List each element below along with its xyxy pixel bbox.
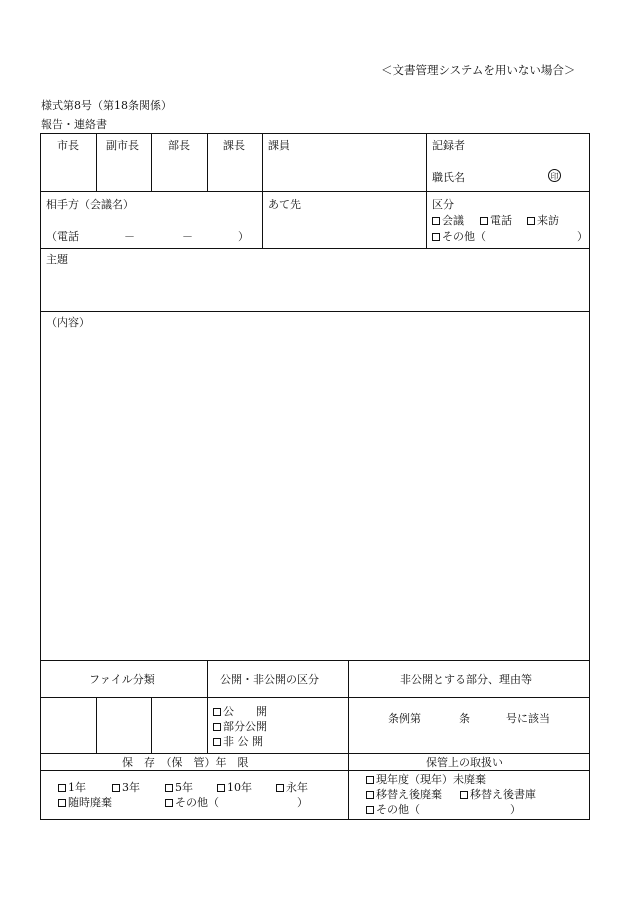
file-classification-label: ファイル分類 [89,673,155,686]
col-divider [207,133,208,191]
checkbox-icon [366,791,374,799]
disclosure-partial-checkbox[interactable]: 部分公開 [213,721,267,732]
retention-permanent-checkbox[interactable]: 永年 [276,782,308,793]
checkbox-icon [217,784,225,792]
retention-10yr-checkbox[interactable]: 10年 [217,782,252,793]
col-divider [207,660,208,753]
retention-5yr-checkbox[interactable]: 5年 [165,782,193,793]
checkbox-icon [213,738,221,746]
content-label: （内容） [46,316,90,329]
checkbox-icon [165,799,173,807]
deputy-mayor-label: 副市長 [106,139,139,152]
recipient-label: あて先 [268,198,301,211]
checkbox-icon [58,799,66,807]
retention-other-checkbox[interactable]: その他（ [165,797,219,808]
checkbox-icon [213,708,221,716]
category-other-checkbox[interactable]: その他（ [432,231,486,242]
party-label: 相手方（会議名） [46,198,134,211]
phone-open: （電話 [46,230,79,243]
col-divider [262,133,263,248]
phone-dash-2: － [182,230,193,243]
phone-dash-1: － [124,230,135,243]
col-divider [348,660,349,820]
checkbox-icon [432,233,440,241]
category-phone-checkbox[interactable]: 電話 [480,215,512,226]
col-divider [151,697,152,753]
row-divider [40,191,590,192]
row-divider [40,697,590,698]
ordinance-prefix: 条例第 [388,712,421,725]
disclosure-type-label: 公開・非公開の区分 [220,673,319,686]
ordinance-article: 条 [459,712,470,725]
col-divider [96,697,97,753]
mayor-label: 市長 [57,139,79,152]
retention-3yr-checkbox[interactable]: 3年 [112,782,140,793]
disclosure-private-checkbox[interactable]: 非 公 開 [213,736,263,747]
retention-1yr-checkbox[interactable]: 1年 [58,782,86,793]
row-divider [40,753,590,754]
category-label: 区分 [432,198,454,211]
nondisclosure-reason-label: 非公開とする部分、理由等 [400,673,532,686]
section-chief-label: 課長 [223,139,245,152]
category-visit-checkbox[interactable]: 来訪 [527,215,559,226]
section-staff-label: 課員 [268,139,290,152]
form-title: 報告・連絡書 [41,118,107,131]
checkbox-icon [213,723,221,731]
recorder-label: 記録者 [432,139,465,152]
category-other-close: ） [577,230,588,243]
row-divider [40,660,590,661]
col-divider [151,133,152,191]
retention-other-close: ） [297,796,308,809]
row-divider [40,248,590,249]
handling-current-year-checkbox[interactable]: 現年度（現年）未廃棄 [366,774,486,785]
system-note: ＜文書管理システムを用いない場合＞ [381,63,576,77]
col-divider [426,133,427,248]
checkbox-icon [366,806,374,814]
retention-anytime-checkbox[interactable]: 随時廃棄 [58,797,112,808]
handling-label: 保管上の取扱い [426,756,503,769]
handling-other-close: ） [510,803,521,816]
checkbox-icon [366,776,374,784]
handling-other-checkbox[interactable]: その他（ [366,804,420,815]
checkbox-icon [58,784,66,792]
form-number: 様式第8号（第18条関係） [41,99,172,112]
handling-transfer-archive-checkbox[interactable]: 移替え後書庫 [460,789,536,800]
row-divider [40,770,590,771]
checkbox-icon [432,217,440,225]
category-meeting-checkbox[interactable]: 会議 [432,215,464,226]
checkbox-icon [460,791,468,799]
checkbox-icon [480,217,488,225]
row-divider [40,311,590,312]
disclosure-public-checkbox[interactable]: 公 開 [213,706,267,717]
ordinance-suffix: 号に該当 [506,712,550,725]
checkbox-icon [527,217,535,225]
seal-mark: 印 [548,169,561,182]
phone-close: ） [238,230,249,243]
handling-transfer-dispose-checkbox[interactable]: 移替え後廃棄 [366,789,442,800]
director-label: 部長 [168,139,190,152]
checkbox-icon [165,784,173,792]
checkbox-icon [112,784,120,792]
retention-label: 保 存 （保 管）年 限 [122,756,249,769]
checkbox-icon [276,784,284,792]
subject-label: 主題 [46,253,68,266]
col-divider [96,133,97,191]
position-name-label: 職氏名 [432,171,465,184]
